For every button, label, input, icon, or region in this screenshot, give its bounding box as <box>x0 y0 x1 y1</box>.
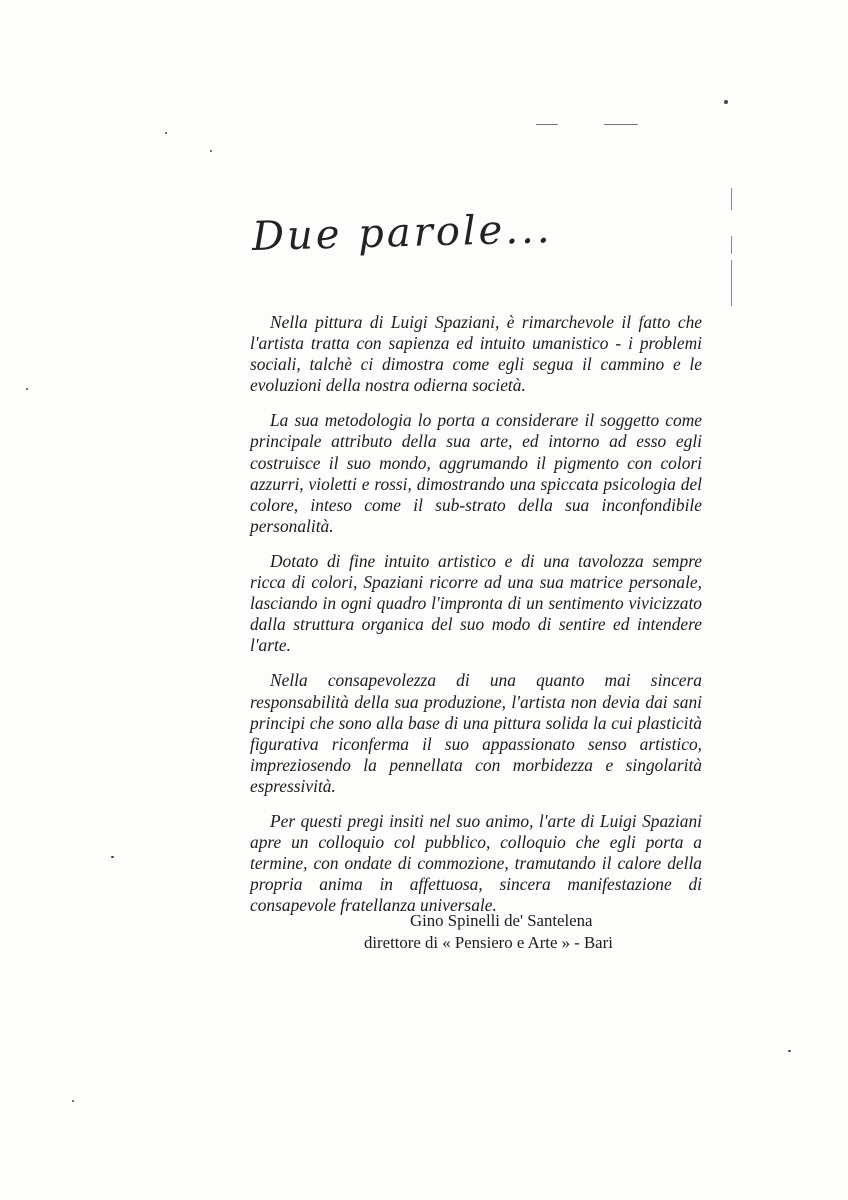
scan-speck <box>165 132 167 134</box>
scan-mark <box>731 188 732 210</box>
signature-role: direttore di « Pensiero e Arte » - Bari <box>364 933 613 952</box>
page-title: Due parole... <box>251 206 553 260</box>
scan-speck <box>210 150 212 152</box>
scan-mark <box>536 124 558 125</box>
scan-mark <box>604 124 638 125</box>
scan-mark <box>731 260 732 306</box>
signature-block <box>340 910 700 954</box>
scan-speck <box>111 856 114 858</box>
paragraph: Dotato di fine intuito artistico e di una tavolozza sempre ricca di colori, Spaziani ricorre ad una sua matrice personale, lasciando in ogni quadro l'impronta di un sentimento vivicizzato dalla struttura organica del suo modo di sentire ed intendere l'arte. <box>250 550 702 656</box>
scan-speck <box>724 100 728 104</box>
scan-mark <box>731 236 732 254</box>
article-body <box>250 312 702 930</box>
scan-speck <box>788 1050 791 1052</box>
scan-speck <box>26 388 28 390</box>
paragraph: La sua metodologia lo porta a considerare il soggetto come principale attributo della sua arte, ed intorno ad esso egli costruisce il suo mondo, aggrumando il pigmento con colori azzurri, violetti e rossi, dimostrando una spiccata psicologia del colore, inteso come il sub-strato della sua inconfondibile personalità. <box>250 410 702 536</box>
paragraph: Nella pittura di Luigi Spaziani, è rimarchevole il fatto che l'artista tratta con sapienza ed intuito umanistico - i problemi sociali, talchè ci dimostra come egli segua il cammino e le evoluzioni della nostra odierna società. <box>250 312 702 396</box>
scan-speck <box>72 1100 74 1102</box>
paragraph: Per questi pregi insiti nel suo animo, l'arte di Luigi Spaziani apre un colloquio col pubblico, colloquio che egli porta a termine, con ondate di commozione, tramutando il calore della propria anima in affettuosa, sincera manifestazione di consapevole fratellanza universale. <box>250 810 702 916</box>
signature-name: Gino Spinelli de' Santelena <box>410 911 593 930</box>
paragraph: Nella consapevolezza di una quanto mai sincera responsabilità della sua produzione, l'artista non devia dai sani principi che sono alla base di una pittura solida la cui plasticità figurativa riconferma il suo appassionato senso artistico, impreziosendo la pennellata con morbidezza e singolarità espressività. <box>250 670 702 796</box>
